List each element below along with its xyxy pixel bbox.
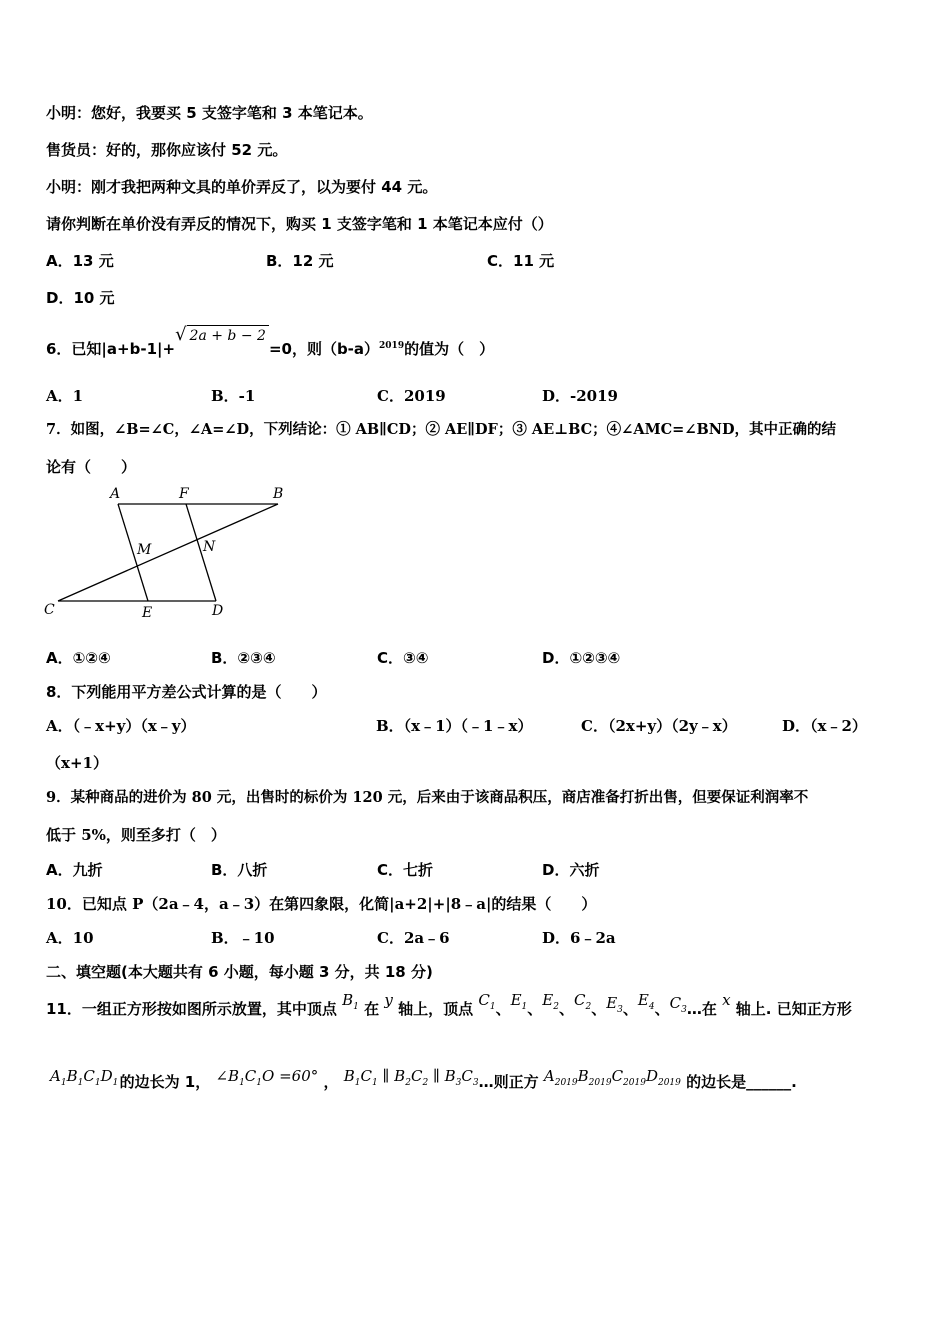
q10-option-b: B．﹣10 — [211, 929, 275, 947]
q6-option-d: D．-2019 — [542, 387, 618, 405]
q8-option-a: A．（﹣x+y）（x﹣y） — [46, 717, 196, 735]
q11-line-2: $A_1B_1C_1D_1$ 的边长为 1， $\angle B_1C_1O =60^\circ$ ， $B_1C_1$ ∥ $B_2C_2$ ∥ $B_3C_3\dots$则正方 $A_{2019}B_{2019}C_{2019}D_{2019}$ 的边长是______. — [50, 1067, 797, 1091]
q10-option-a: A．10 — [46, 929, 94, 947]
q8-option-d: D．（x﹣2） — [782, 717, 867, 735]
q5-line-2: 售货员：好的，那你应该付 52 元。 — [46, 141, 288, 159]
q6-option-b: B．-1 — [211, 387, 256, 405]
q11-text-a: 11．一组正方形按如图所示放置，其中顶点 — [46, 1000, 337, 1018]
q5-option-c: C．11 元 — [487, 252, 555, 270]
q6-exponent: 2019 — [379, 341, 405, 351]
q11-text-d: …在 — [686, 1000, 717, 1018]
label-b: B — [273, 486, 284, 502]
q5-option-d: D．10 元 — [46, 289, 115, 307]
q6-suffix: 的值为（ ） — [404, 340, 495, 358]
q5-option-b: B．12 元 — [266, 252, 334, 270]
q8-option-b: B．（x﹣1）（﹣1﹣x） — [376, 717, 533, 735]
q5-stem: 请你判断在单价没有弄反的情况下，购买 1 支签字笔和 1 本笔记本应付（） — [46, 215, 553, 233]
q11-text-i: 的边长是______. — [686, 1073, 797, 1091]
sqrt-symbol: √ — [175, 324, 187, 345]
q9-line-1: 9．某种商品的进价为 80 元，出售时的标价为 120 元，后来由于该商品积压，商店准备打折出售，但要保证利润率不 — [46, 789, 809, 806]
q9-option-d: D．六折 — [542, 861, 600, 879]
label-m: M — [137, 542, 152, 558]
segment-cb — [58, 504, 278, 601]
q10-option-d: D．6﹣2a — [542, 929, 616, 947]
q6-option-c: C．2019 — [377, 387, 446, 405]
q9-option-b: B．八折 — [211, 861, 268, 879]
q5-line-3: 小明：刚才我把两种文具的单价弄反了，以为要付 44 元。 — [46, 178, 438, 196]
label-c: C — [44, 602, 55, 618]
label-f: F — [179, 486, 189, 502]
q8-option-d-cont: （x+1） — [46, 754, 108, 772]
q5-option-a: A．13 元 — [46, 252, 114, 270]
q9-option-a: A．九折 — [46, 861, 103, 879]
label-n: N — [203, 539, 216, 555]
q11-text-f: 的边长为 1， — [119, 1073, 211, 1091]
q6-prefix: 6．已知|a+b-1|+ — [46, 340, 176, 358]
label-d: D — [212, 603, 224, 619]
label-a: A — [110, 486, 121, 502]
q9-line-2: 低于 5%，则至多打（ ） — [46, 826, 226, 844]
q9-option-c: C．七折 — [377, 861, 434, 879]
label-e: E — [142, 605, 153, 621]
q5-line-1: 小明：您好，我要买 5 支签字笔和 3 本笔记本。 — [46, 104, 373, 122]
q7-figure — [40, 482, 300, 622]
section-2-heading: 二、填空题(本大题共有 6 小题，每小题 3 分，共 18 分) — [46, 963, 433, 981]
q6-mid: =0，则（b-a） — [268, 340, 380, 358]
q6-radicand: 2a + b − 2 — [187, 325, 269, 346]
q7-option-d: D．①②③④ — [542, 649, 621, 667]
q11-text-b: 在 — [364, 1000, 380, 1018]
q8-option-c: C．（2x+y）（2y﹣x） — [581, 717, 737, 735]
q11-line-1: 11．一组正方形按如图所示放置，其中顶点 $B_1$ 在 y 轴上，顶点 $C_1$、$E_1$、$E_2$、$C_2$、$E_3$、$E_4$、$C_3\dots$在 x 轴上. 已知正方形 — [46, 991, 852, 1018]
q10-stem: 10．已知点 P（2a﹣4，a﹣3）在第四象限，化简|a+2|+|8﹣a|的结果（ ） — [46, 895, 597, 913]
q11-text-e: 轴上. 已知正方形 — [735, 1000, 852, 1018]
q6-option-a: A．1 — [46, 387, 84, 405]
q10-option-c: C．2a﹣6 — [377, 929, 450, 947]
q7-option-c: C．③④ — [377, 649, 429, 667]
q7-line-1: 7．如图，∠B=∠C，∠A=∠D，下列结论：① AB∥CD；② AE∥DF；③ AE⊥BC；④∠AMC=∠BND，其中正确的结 — [46, 421, 837, 438]
q8-stem: 8．下列能用平方差公式计算的是（ ） — [46, 683, 327, 701]
q11-text-h: …则正方 — [478, 1073, 539, 1091]
q11-text-g: ， — [323, 1073, 339, 1091]
q7-line-2: 论有（ ） — [46, 458, 137, 476]
q7-option-b: B．②③④ — [211, 649, 276, 667]
q11-text-c: 轴上，顶点 — [398, 1000, 474, 1018]
q6-stem — [46, 324, 495, 360]
q7-option-a: A．①②④ — [46, 649, 111, 667]
